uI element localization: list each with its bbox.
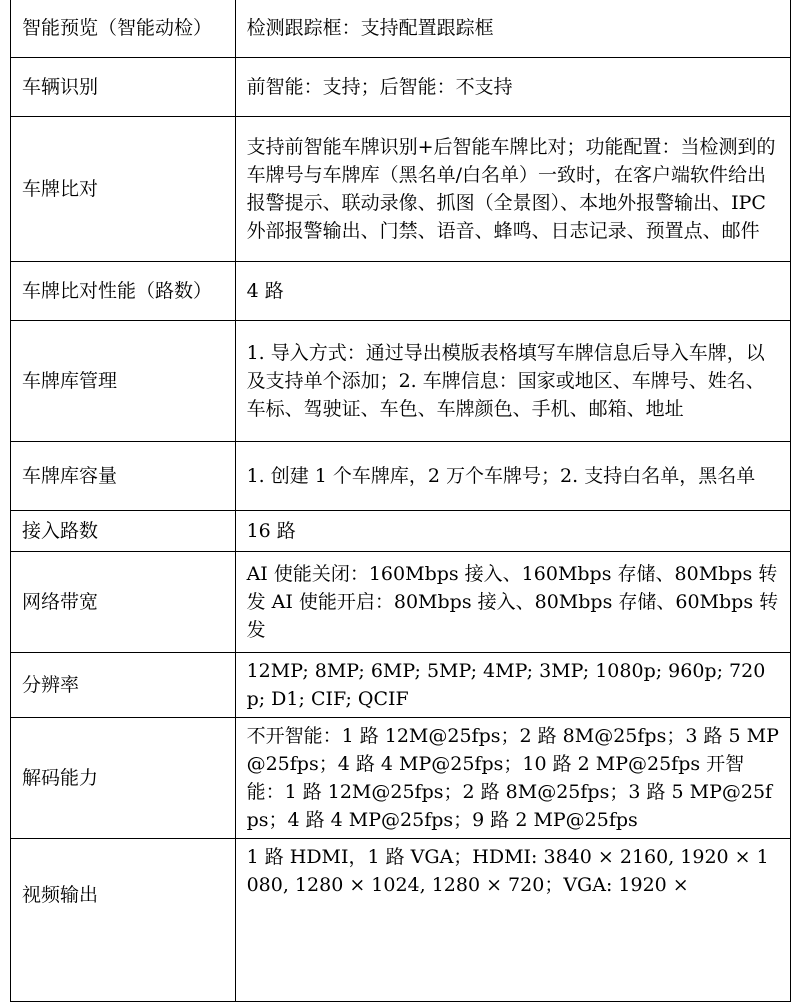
table-row [11, 321, 791, 442]
table-row [11, 58, 791, 117]
spec-key: 车辆识别 [11, 58, 236, 117]
spec-value: 12MP; 8MP; 6MP; 5MP; 4MP; 3MP; 1080p; 960p; 720p; D1; CIF; QCIF [235, 653, 790, 718]
spec-value: 前智能：支持；后智能：不支持 [235, 58, 790, 117]
spec-value: 1 路 HDMI，1 路 VGA；HDMI: 3840 × 2160, 1920 × 1080, 1280 × 1024, 1280 × 720；VGA: 1920 × [235, 839, 790, 1002]
table-row [11, 0, 791, 58]
spec-key: 车牌比对 [11, 117, 236, 262]
spec-value: 4 路 [235, 262, 790, 321]
spec-value: 不开智能：1 路 12M@25fps；2 路 8M@25fps；3 路 5 MP@25fps；4 路 4 MP@25fps；10 路 2 MP@25fps 开智能：1 路 12M@25fps；2 路 8M@25fps；3 路 5 MP@25fps；4 路 4 MP@25fps；9 路 2 MP@25fps [235, 718, 790, 839]
table-row [11, 442, 791, 511]
table-row [11, 839, 791, 1002]
spec-key: 车牌比对性能（路数） [11, 262, 236, 321]
table-row [11, 653, 791, 718]
spec-value: AI 使能关闭：160Mbps 接入、160Mbps 存储、80Mbps 转发 AI 使能开启：80Mbps 接入、80Mbps 存储、60Mbps 转发 [235, 552, 790, 653]
table-row [11, 262, 791, 321]
spec-key: 智能预览（智能动检） [11, 0, 236, 58]
spec-table [10, 0, 791, 1002]
table-row [11, 718, 791, 839]
spec-value: 16 路 [235, 511, 790, 552]
spec-key: 网络带宽 [11, 552, 236, 653]
spec-key: 分辨率 [11, 653, 236, 718]
table-row [11, 552, 791, 653]
spec-value: 1. 导入方式：通过导出模版表格填写车牌信息后导入车牌，以及支持单个添加；2. 车牌信息：国家或地区、车牌号、姓名、车标、驾驶证、车色、车牌颜色、手机、邮箱、地址 [235, 321, 790, 442]
spec-key: 车牌库管理 [11, 321, 236, 442]
spec-key: 接入路数 [11, 511, 236, 552]
spec-value: 支持前智能车牌识别+后智能车牌比对；功能配置：当检测到的车牌号与车牌库（黑名单/白名单）一致时，在客户端软件给出报警提示、联动录像、抓图（全景图）、本地外报警输出、IPC 外部报警输出、门禁、语音、蜂鸣、日志记录、预置点、邮件 [235, 117, 790, 262]
table-row [11, 511, 791, 552]
spec-key: 解码能力 [11, 718, 236, 839]
spec-key: 车牌库容量 [11, 442, 236, 511]
spec-value: 检测跟踪框：支持配置跟踪框 [235, 0, 790, 58]
table-row [11, 117, 791, 262]
spec-key: 视频输出 [11, 839, 236, 1002]
spec-value: 1. 创建 1 个车牌库，2 万个车牌号；2. 支持白名单，黑名单 [235, 442, 790, 511]
